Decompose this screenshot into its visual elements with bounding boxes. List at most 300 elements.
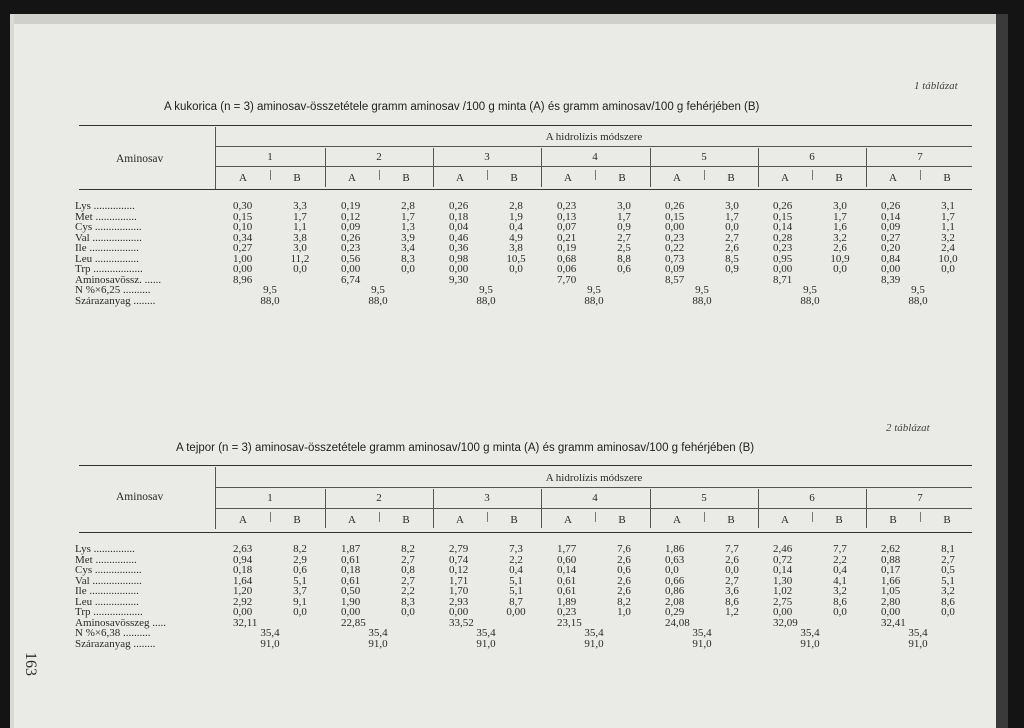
dry-matter-row <box>75 639 972 650</box>
row-label: N %×6,25 .......... <box>75 284 151 296</box>
page-number: 163 <box>22 652 39 676</box>
table-cell: 1,71 <box>449 574 469 587</box>
sub-header-tick <box>487 170 488 180</box>
table-cell: 0,23 <box>665 231 685 244</box>
table-cell: 2,2 <box>509 553 523 566</box>
row-label: Aminosavösszeg ..... <box>75 616 167 629</box>
table-cell: 0,13 <box>557 210 577 223</box>
sub-header-a: A <box>673 514 681 526</box>
table-cell: 3,8 <box>293 231 307 244</box>
summary-cell: 35,4 <box>908 627 928 639</box>
summary-cell: 23,15 <box>557 616 582 629</box>
table-cell: 0,72 <box>773 553 793 566</box>
table-cell: 1,2 <box>725 606 739 618</box>
table-cell: 4,1 <box>833 574 847 587</box>
table-cell: 0,26 <box>773 200 793 212</box>
table-cell: 0,10 <box>233 221 253 233</box>
sub-header-a: A <box>781 514 789 526</box>
table-cell: 3,0 <box>293 242 307 254</box>
table-cell: 0,23 <box>557 606 577 618</box>
table-cell: 1,3 <box>401 221 415 233</box>
sub-header-tick <box>812 170 813 180</box>
table-cell: 0,9 <box>725 263 739 275</box>
top-margin-band <box>10 14 1008 24</box>
sub-header-b: B <box>402 514 410 526</box>
table-cell: 2,4 <box>941 242 955 254</box>
summary-cell: 9,5 <box>803 284 817 296</box>
summary-cell: 32,41 <box>881 616 906 629</box>
summary-cell: 9,5 <box>371 284 385 296</box>
table-cell: 0,29 <box>665 606 685 618</box>
table-cell: 0,50 <box>341 585 361 597</box>
table-cell: 10,0 <box>938 252 958 265</box>
table-cell: 3,7 <box>293 585 307 597</box>
sub-header-b: B <box>835 172 843 184</box>
table-cell: 0,61 <box>341 553 361 566</box>
summary-cell: 8,39 <box>881 273 901 286</box>
summary-cell: 9,5 <box>695 284 709 296</box>
table-cell: 1,05 <box>881 585 901 597</box>
sub-header-tick <box>379 512 380 522</box>
method-number-4: 4 <box>592 492 598 504</box>
table-cell: 0,73 <box>665 252 685 265</box>
table-cell: 3,2 <box>833 585 847 597</box>
table-cell: 11,2 <box>290 252 310 265</box>
sub-header-a: A <box>456 172 464 184</box>
table-cell: 0,07 <box>557 221 577 233</box>
sub-header-tick <box>812 512 813 522</box>
method-number-2: 2 <box>376 492 382 504</box>
table1-method-header: A hidrolízis módszere <box>545 131 643 143</box>
table-cell: 2,7 <box>401 574 415 587</box>
table2-aminosav-header: Aminosav <box>116 491 164 503</box>
table-row <box>75 607 972 618</box>
table-cell: 2,2 <box>401 585 415 597</box>
table-cell: 0,27 <box>233 242 253 254</box>
table-row <box>75 222 972 233</box>
table2-number-rule <box>216 508 972 509</box>
table-cell: 2,6 <box>833 242 847 254</box>
sub-header-tick <box>920 512 921 522</box>
table-cell: 0,00 <box>233 606 253 618</box>
sub-header-a: A <box>564 514 572 526</box>
sub-header-tick <box>595 170 596 180</box>
table-cell: 0,04 <box>449 221 469 233</box>
summary-cell: 88,0 <box>584 294 604 307</box>
table-cell: 2,62 <box>881 543 901 555</box>
table-cell: 2,7 <box>725 231 739 244</box>
amino-acid-name: Val .................. <box>75 574 142 587</box>
table-cell: 2,93 <box>449 595 469 608</box>
table-cell: 0,00 <box>881 606 901 618</box>
table-cell: 0,0 <box>509 263 523 275</box>
table1-aminosav-header: Aminosav <box>116 153 164 165</box>
summary-cell: 8,96 <box>233 273 253 286</box>
table-cell: 3,2 <box>941 231 955 244</box>
table1-body <box>75 201 972 306</box>
table-cell: 2,92 <box>233 595 253 608</box>
table-cell: 3,2 <box>833 231 847 244</box>
table-cell: 0,15 <box>665 210 685 223</box>
table-cell: 3,8 <box>509 242 523 254</box>
sub-header-b: B <box>618 514 626 526</box>
amino-acid-name: Trp .................. <box>75 606 143 618</box>
summary-cell: 35,4 <box>692 627 712 639</box>
sub-header-a: A <box>239 514 247 526</box>
table-cell: 5,1 <box>293 574 307 587</box>
amino-total-row <box>75 618 972 629</box>
sub-header-a: A <box>348 172 356 184</box>
method-number-5: 5 <box>701 151 707 163</box>
summary-cell: 33,52 <box>449 616 474 629</box>
method-number-5: 5 <box>701 492 707 504</box>
sub-header-b: B <box>835 514 843 526</box>
table-cell: 1,1 <box>293 221 307 233</box>
table-cell: 1,6 <box>833 221 847 233</box>
summary-cell: 91,0 <box>368 637 388 650</box>
summary-cell: 9,5 <box>263 284 277 296</box>
table-cell: 0,00 <box>506 606 526 618</box>
table-cell: 1,02 <box>773 585 793 597</box>
table1-top-rule <box>79 125 972 126</box>
table-cell: 0,46 <box>449 231 469 244</box>
summary-cell: 9,5 <box>587 284 601 296</box>
table-row <box>75 201 972 212</box>
table-cell: 8,6 <box>725 595 739 608</box>
table2-caption: A tejpor (n = 3) aminosav-összetétele gramm aminosav/100 g minta (A) és gramm aminosav/100 g fehérjében (B) <box>176 442 755 454</box>
table2-top-rule <box>79 465 972 466</box>
sub-header-tick <box>704 512 705 522</box>
summary-cell: 8,71 <box>773 273 793 286</box>
left-page-edge <box>10 14 14 728</box>
table-cell: 0,12 <box>341 210 361 223</box>
table-cell: 0,86 <box>665 585 685 597</box>
table-cell: 7,6 <box>617 543 631 555</box>
amino-total-row <box>75 275 972 286</box>
table-cell: 0,00 <box>233 263 253 275</box>
sub-header-tick <box>379 170 380 180</box>
table-row <box>75 565 972 576</box>
table-cell: 1,90 <box>341 595 361 608</box>
table-cell: 10,9 <box>830 252 850 265</box>
table-cell: 0,95 <box>773 252 793 265</box>
table-cell: 8,3 <box>401 595 415 608</box>
table-cell: 2,7 <box>617 231 631 244</box>
summary-cell: 9,30 <box>449 273 469 286</box>
table-cell: 2,8 <box>401 200 415 212</box>
row-label: N %×6,38 .......... <box>75 627 151 639</box>
table-cell: 2,79 <box>449 543 469 555</box>
table-cell: 0,23 <box>773 242 793 254</box>
table-cell: 0,8 <box>401 564 415 576</box>
table-cell: 0,26 <box>665 200 685 212</box>
method-number-1: 1 <box>267 492 273 504</box>
sub-header-a: B <box>889 514 897 526</box>
summary-cell: 32,11 <box>233 616 258 629</box>
table-cell: 8,1 <box>941 543 955 555</box>
row-label: Szárazanyag ........ <box>75 294 156 307</box>
right-page-edge <box>996 14 1008 728</box>
table-cell: 8,8 <box>617 252 631 265</box>
summary-cell: 35,4 <box>584 627 604 639</box>
table-cell: 0,6 <box>293 564 307 576</box>
table-cell: 0,00 <box>449 263 469 275</box>
table-cell: 0,0 <box>401 606 415 618</box>
table-cell: 0,00 <box>665 221 685 233</box>
table-cell: 7,3 <box>509 543 523 555</box>
table-cell: 0,6 <box>617 564 631 576</box>
amino-acid-name: Met ............... <box>75 553 137 566</box>
amino-acid-name: Ile .................. <box>75 242 139 254</box>
table-cell: 0,94 <box>233 553 253 566</box>
table-cell: 0,84 <box>881 252 901 265</box>
table-cell: 0,15 <box>773 210 793 223</box>
amino-acid-name: Leu ................ <box>75 252 139 265</box>
sub-header-b: B <box>943 514 951 526</box>
table-cell: 0,09 <box>341 221 361 233</box>
table-cell: 2,5 <box>617 242 631 254</box>
table-cell: 2,75 <box>773 595 793 608</box>
summary-cell: 88,0 <box>800 294 820 307</box>
table-cell: 0,14 <box>773 221 793 233</box>
table-cell: 0,61 <box>557 574 577 587</box>
table-cell: 0,0 <box>401 263 415 275</box>
table-cell: 0,26 <box>881 200 901 212</box>
summary-cell: 9,5 <box>911 284 925 296</box>
summary-cell: 35,4 <box>800 627 820 639</box>
summary-cell: 88,0 <box>260 294 280 307</box>
table-cell: 5,1 <box>509 574 523 587</box>
table-cell: 1,30 <box>773 574 793 587</box>
table-cell: 5,1 <box>509 585 523 597</box>
table-cell: 2,08 <box>665 595 685 608</box>
row-label: Aminosavössz. ...... <box>75 273 162 286</box>
table-cell: 0,21 <box>557 231 577 244</box>
table-cell: 2,46 <box>773 543 793 555</box>
table-cell: 0,19 <box>557 242 577 254</box>
table-cell: 0,26 <box>449 200 469 212</box>
table-cell: 2,7 <box>725 574 739 587</box>
table-cell: 3,1 <box>941 200 955 212</box>
method-number-6: 6 <box>809 151 815 163</box>
sub-header-b: B <box>510 514 518 526</box>
table-cell: 0,63 <box>665 553 685 566</box>
nitrogen-row <box>75 628 972 639</box>
summary-cell: 88,0 <box>908 294 928 307</box>
table-cell: 1,7 <box>293 210 307 223</box>
sub-header-b: B <box>510 172 518 184</box>
sub-header-a: A <box>781 172 789 184</box>
table-cell: 0,18 <box>341 564 361 576</box>
table-cell: 1,66 <box>881 574 901 587</box>
method-number-6: 6 <box>809 492 815 504</box>
table-cell: 4,9 <box>509 231 523 244</box>
table-cell: 2,9 <box>293 553 307 566</box>
table-cell: 2,6 <box>617 585 631 597</box>
table-cell: 0,68 <box>557 252 577 265</box>
sub-header-b: B <box>402 172 410 184</box>
sub-header-a: A <box>456 514 464 526</box>
table-cell: 2,63 <box>233 543 253 555</box>
table-cell: 0,15 <box>233 210 253 223</box>
summary-cell: 35,4 <box>260 627 280 639</box>
table-cell: 2,80 <box>881 595 901 608</box>
sub-header-b: B <box>727 514 735 526</box>
sub-header-a: A <box>239 172 247 184</box>
table-cell: 2,8 <box>509 200 523 212</box>
table-cell: 2,6 <box>617 553 631 566</box>
sub-header-b: B <box>943 172 951 184</box>
table-cell: 0,23 <box>557 200 577 212</box>
table-cell: 0,0 <box>293 606 307 618</box>
table-cell: 0,9 <box>617 221 631 233</box>
sub-header-a: A <box>348 514 356 526</box>
table-cell: 0,36 <box>449 242 469 254</box>
table-cell: 0,61 <box>341 574 361 587</box>
table-cell: 0,34 <box>233 231 253 244</box>
amino-acid-name: Leu ................ <box>75 595 139 608</box>
table-cell: 0,88 <box>881 553 901 566</box>
sub-header-tick <box>270 512 271 522</box>
sub-header-a: A <box>673 172 681 184</box>
table-cell: 0,61 <box>557 585 577 597</box>
table-cell: 1,7 <box>833 210 847 223</box>
table-cell: 10,5 <box>506 252 526 265</box>
table-cell: 0,0 <box>941 606 955 618</box>
table-cell: 8,7 <box>509 595 523 608</box>
table-cell: 0,0 <box>725 564 739 576</box>
table-cell: 0,22 <box>665 242 685 254</box>
method-number-3: 3 <box>484 151 490 163</box>
table1-method-rule <box>216 146 972 147</box>
amino-acid-name: Cys ................. <box>75 221 142 233</box>
summary-cell: 91,0 <box>476 637 496 650</box>
table-cell: 0,00 <box>341 606 361 618</box>
table2-method-header: A hidrolízis módszere <box>545 472 643 484</box>
table-cell: 0,98 <box>449 252 469 265</box>
table-cell: 1,89 <box>557 595 577 608</box>
nitrogen-row <box>75 285 972 296</box>
table-cell: 3,0 <box>617 200 631 212</box>
sub-header-tick <box>704 170 705 180</box>
table-cell: 0,18 <box>233 564 253 576</box>
table-cell: 2,2 <box>833 553 847 566</box>
table-cell: 2,6 <box>617 574 631 587</box>
table-cell: 2,6 <box>725 553 739 566</box>
table-cell: 0,09 <box>665 263 685 275</box>
table-cell: 8,3 <box>401 252 415 265</box>
table-cell: 0,26 <box>341 231 361 244</box>
summary-cell: 91,0 <box>908 637 928 650</box>
table-cell: 0,00 <box>773 263 793 275</box>
table-cell: 9,1 <box>293 595 307 608</box>
table-cell: 3,3 <box>293 200 307 212</box>
summary-cell: 6,74 <box>341 273 361 286</box>
table-cell: 0,14 <box>881 210 901 223</box>
table-cell: 0,56 <box>341 252 361 265</box>
amino-acid-name: Lys ............... <box>75 543 135 555</box>
sub-header-tick <box>270 170 271 180</box>
table-cell: 1,7 <box>617 210 631 223</box>
table-cell: 0,17 <box>881 564 901 576</box>
table-row <box>75 243 972 254</box>
method-number-3: 3 <box>484 492 490 504</box>
table-cell: 0,60 <box>557 553 577 566</box>
summary-cell: 88,0 <box>692 294 712 307</box>
method-number-2: 2 <box>376 151 382 163</box>
sub-header-tick <box>920 170 921 180</box>
table-cell: 1,7 <box>401 210 415 223</box>
table-cell: 0,0 <box>665 564 679 576</box>
amino-acid-name: Trp .................. <box>75 263 143 275</box>
summary-cell: 88,0 <box>368 294 388 307</box>
table-cell: 0,14 <box>557 564 577 576</box>
method-number-7: 7 <box>917 151 923 163</box>
table-cell: 3,6 <box>725 585 739 597</box>
table-cell: 1,7 <box>941 210 955 223</box>
table-cell: 3,2 <box>941 585 955 597</box>
table-cell: 0,00 <box>341 263 361 275</box>
table-cell: 1,86 <box>665 543 685 555</box>
table-cell: 0,00 <box>449 606 469 618</box>
table-cell: 3,0 <box>725 200 739 212</box>
table-cell: 1,7 <box>725 210 739 223</box>
summary-cell: 22,85 <box>341 616 366 629</box>
table-cell: 0,5 <box>941 564 955 576</box>
table-cell: 8,2 <box>617 595 631 608</box>
table-cell: 0,00 <box>881 263 901 275</box>
table-cell: 1,87 <box>341 543 361 555</box>
method-number-1: 1 <box>267 151 273 163</box>
table-cell: 0,4 <box>509 564 523 576</box>
table-cell: 3,0 <box>833 200 847 212</box>
table-cell: 0,74 <box>449 553 469 566</box>
table2-method-rule <box>216 487 972 488</box>
table1-header-bottom-rule <box>79 189 972 190</box>
table2-label: 2 táblázat <box>886 422 930 434</box>
table1-caption: A kukorica (n = 3) aminosav-összetétele gramm aminosav /100 g minta (A) és gramm aminosav/100 g fehérjében (B) <box>164 101 760 113</box>
table-cell: 3,9 <box>401 231 415 244</box>
table1-label: 1 táblázat <box>914 80 958 92</box>
summary-cell: 32,09 <box>773 616 798 629</box>
table-cell: 8,6 <box>941 595 955 608</box>
table-cell: 0,12 <box>449 564 469 576</box>
summary-cell: 7,70 <box>557 273 577 286</box>
table-cell: 1,64 <box>233 574 253 587</box>
summary-cell: 8,57 <box>665 273 685 286</box>
table-cell: 0,0 <box>725 221 739 233</box>
sub-header-a: A <box>564 172 572 184</box>
table-cell: 2,7 <box>401 553 415 566</box>
table-cell: 0,23 <box>341 242 361 254</box>
summary-cell: 88,0 <box>476 294 496 307</box>
table-cell: 7,7 <box>833 543 847 555</box>
table-cell: 2,7 <box>941 553 955 566</box>
table-cell: 1,70 <box>449 585 469 597</box>
table-row <box>75 544 972 555</box>
table-cell: 8,6 <box>833 595 847 608</box>
summary-cell: 24,08 <box>665 616 690 629</box>
table2-header-bottom-rule <box>79 532 972 533</box>
table-cell: 0,20 <box>881 242 901 254</box>
table2-body <box>75 544 972 649</box>
table-cell: 5,1 <box>941 574 955 587</box>
table-cell: 1,20 <box>233 585 253 597</box>
table-cell: 1,0 <box>617 606 631 618</box>
table-cell: 3,4 <box>401 242 415 254</box>
table-cell: 8,2 <box>401 543 415 555</box>
table-cell: 0,66 <box>665 574 685 587</box>
